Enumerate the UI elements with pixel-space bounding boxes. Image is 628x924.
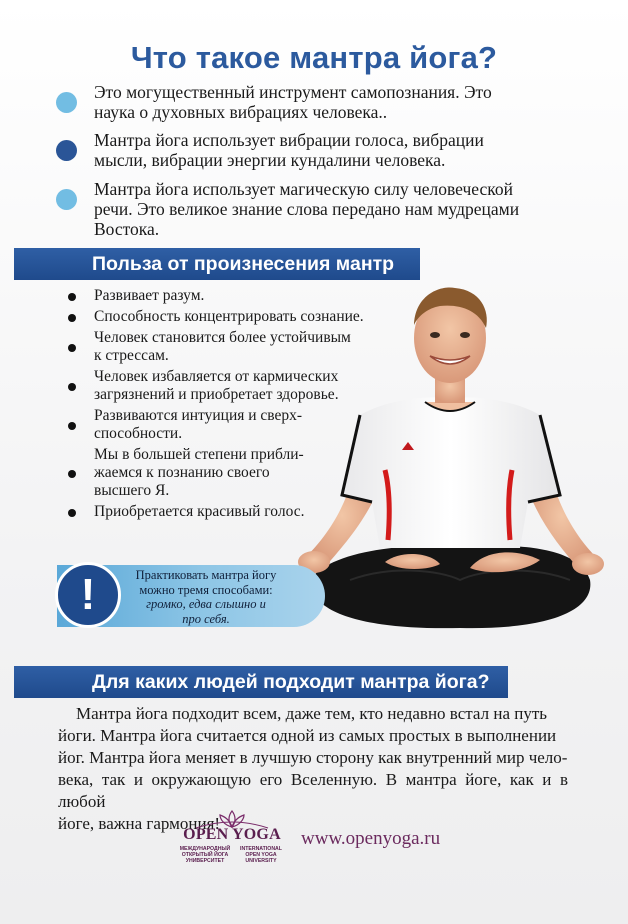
notice-line-italic: громко, едва слышно и [146,597,266,611]
intro-line: речи. Это великое знание слова передано нам мудрецами [94,199,520,219]
intro-bullet-dot [56,92,77,113]
intro-bullet-dot [56,189,77,210]
list-item-line: загрязнений и приобретает здоровье. [94,386,339,403]
audience-banner-label: Для каких людей подходит мантра йога? [92,671,490,693]
bullet-icon [68,344,76,352]
intro-line: Мантра йога использует магическую силу человеческой [94,179,513,199]
list-item-line: Развиваются интуиция и сверх- [94,407,303,424]
paragraph-line: йоги. Мантра йога считается одной из самых простых в выполнении [58,726,557,745]
list-item-line: к стрессам. [94,347,169,364]
logo-subtitle-line: INTERNATIONAL [240,846,282,852]
intro-line: Мантра йога использует вибрации голоса, вибрации [94,130,484,150]
intro-line: мысли, вибрации энергии кундалини человека. [94,150,446,170]
meditating-man-photo [290,280,620,660]
website-link[interactable]: www.openyoga.ru [301,828,441,849]
exclamation-icon: ! [80,570,96,619]
logo-subtitle-line: OPEN YOGA [245,852,277,858]
list-item-line: высшего Я. [94,482,170,499]
paragraph-line: Мантра йога подходит всем, даже тем, кто недавно встал на путь [76,704,548,723]
list-item-line: способности. [94,425,183,442]
intro-line: Востока. [94,219,160,239]
intro-bullet-dot [56,140,77,161]
intro-text [94,130,594,170]
page-title: Что такое мантра йога? [130,40,498,75]
benefits-banner [14,248,420,280]
intro-text [94,82,594,122]
notice-line-italic: про себя. [182,611,230,626]
logo-brand: OPEN YOGA [183,826,281,843]
list-item-line: Развивает разум. [94,287,205,304]
bullet-icon [68,293,76,301]
list-item-line: Мы в большей степени прибли- [94,446,304,463]
notice-text [122,568,290,626]
open-yoga-logo[interactable] [176,808,288,874]
logo-subtitle-en [234,846,288,864]
list-item-line: Способность концентрировать сознание. [94,308,364,325]
paragraph-line: века, так и окружающую его Вселенную. В мантра йоге, как и в любой [58,770,568,811]
bullet-icon [68,422,76,430]
logo-subtitle-line: UNIVERSITY [245,858,277,864]
paragraph-line: йоге, важна гармония! [58,814,221,833]
list-item-line: Приобретается красивый голос. [94,503,305,520]
bullet-icon [68,383,76,391]
list-item-line: жаемся к познанию своего [94,464,270,481]
bullet-icon [68,470,76,478]
notice-line: Практиковать мантра йогу [135,568,277,582]
benefits-banner-label: Польза от произнесения мантр [92,253,395,275]
bullet-icon [68,509,76,517]
list-item-line: Человек становится более устойчивым [94,329,351,346]
intro-line: Это могущественный инструмент самопознания. Это [94,82,492,102]
logo-subtitle-line: ОТКРЫТЫЙ ЙОГА [181,852,229,858]
notice-badge [55,562,121,628]
logo-subtitle-ru [178,846,232,864]
bullet-icon [68,314,76,322]
logo-subtitle-line: УНИВЕРСИТЕТ [185,858,225,864]
audience-banner [14,666,508,698]
list-item-line: Человек избавляется от кармических [94,368,339,385]
notice-line: можно тремя способами: [139,582,273,597]
audience-paragraph [58,703,568,835]
intro-line: наука о духовных вибрациях человека.. [94,102,388,122]
paragraph-line: йог. Мантра йога меняет в лучшую сторону как внутренний мир чело- [58,748,568,767]
intro-text [94,179,594,239]
logo-subtitle-line: МЕЖДУНАРОДНЫЙ [179,846,231,852]
